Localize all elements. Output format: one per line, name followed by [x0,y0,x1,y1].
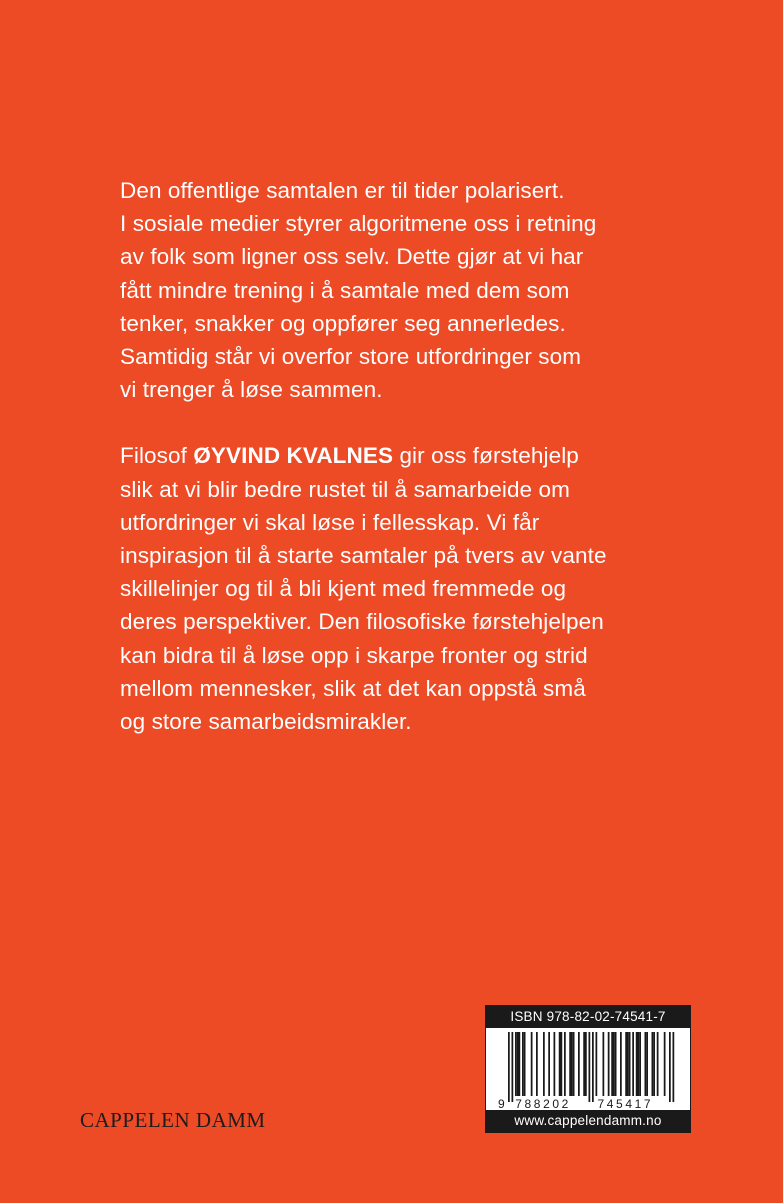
barcode-bar [627,1032,629,1096]
barcode-bar [573,1032,575,1096]
barcode-bar [592,1032,594,1102]
barcode-bar [646,1032,648,1096]
barcode-bar [653,1032,655,1096]
blurb-text [120,174,680,738]
barcode-bar [583,1032,585,1096]
barcode-bar [615,1032,617,1096]
blurb-paragraph-1 [120,174,680,406]
barcode-bar [561,1032,563,1096]
blurb-line: kan bidra til å løse opp i skarpe fronter og strid [120,642,588,668]
barcode-bar [664,1032,666,1096]
barcode-bar [569,1032,571,1096]
barcode-bar [571,1032,573,1096]
blurb-line: fått mindre trening i å samtale med dem som [120,277,570,303]
barcode-bar [652,1032,654,1096]
barcode-bar [578,1032,580,1096]
barcode-bar [524,1032,526,1096]
blurb-line [120,439,680,472]
blurb-line: Den offentlige samtalen er til tider polarisert. [120,178,565,203]
author-intro: Filosof [120,443,194,469]
barcode-bar [669,1032,671,1102]
blurb-line: vi trenger å løse sammen. [120,377,383,403]
barcode-bar [585,1032,587,1096]
barcode-bar [611,1032,613,1096]
blurb-line: tenker, snakker og oppfører seg annerledes. [120,310,566,336]
blurb-line: av folk som ligner oss selv. Dette gjør at vi har [120,244,584,270]
blurb-line: I sosiale medier styrer algoritmene oss i retning [120,211,597,237]
barcode-bar [596,1032,598,1096]
barcode-bar [508,1032,510,1102]
barcode-bar [613,1032,615,1096]
barcode-bar [638,1032,640,1096]
author-name: ØYVIND KVALNES [193,443,394,469]
barcode-bar [603,1032,605,1096]
barcode-bar [512,1032,514,1102]
blurb-line: slik at vi blir bedre rustet til å samarbeide om [120,476,570,502]
barcode-bar [589,1032,591,1102]
blurb-line: skillelinjer og til å bli kjent med fremmede og [120,576,567,602]
barcode-bar [559,1032,561,1096]
isbn-barcode-box [485,1005,691,1133]
barcode-first-digit: 9 [498,1097,508,1110]
isbn-label: ISBN 978-82-02-74541-7 [486,1006,690,1028]
blurb-line: utfordringer vi skal løse i fellesskap. Vi får [120,509,540,535]
blurb-line: mellom mennesker, slik at det kan oppstå små [120,675,586,701]
publisher-url: www.cappelendamm.no [486,1110,690,1132]
barcode-bar [548,1032,550,1096]
barcode-right-digits: 745417 [597,1097,654,1110]
barcode-bar [657,1032,659,1096]
barcode-bar [636,1032,638,1096]
barcode-bar [632,1032,634,1096]
barcode-bar [517,1032,519,1096]
barcode-bar [673,1032,675,1102]
blurb-line-rest: gir oss førstehjelp [393,443,579,469]
publisher-logo: CAPPELEN DAMM [80,1108,266,1132]
barcode-bar [645,1032,647,1096]
barcode-bar [522,1032,524,1096]
blurb-line: og store samarbeidsmirakler. [120,709,412,735]
barcode-bar [554,1032,556,1096]
barcode-bar [531,1032,533,1096]
blurb-line: inspirasjon til å starte samtaler på tvers av vante [120,543,607,569]
blurb-line: deres perspektiver. Den filosofiske førstehjelpen [120,609,604,635]
barcode-bar [515,1032,517,1096]
barcode-bar [564,1032,566,1096]
barcode-bar [543,1032,545,1096]
barcode-bar [639,1032,641,1096]
barcode [496,1032,682,1110]
barcode-bar [620,1032,622,1096]
barcode-bar [519,1032,521,1096]
blurb-line: Samtidig står vi overfor store utfordringer som [120,344,582,370]
barcode-bar [608,1032,610,1096]
barcode-bar [625,1032,627,1096]
blurb-paragraph-2 [120,439,680,738]
barcode-left-digits: 788202 [515,1097,571,1110]
barcode-bar [629,1032,631,1096]
barcode-bar [536,1032,538,1096]
